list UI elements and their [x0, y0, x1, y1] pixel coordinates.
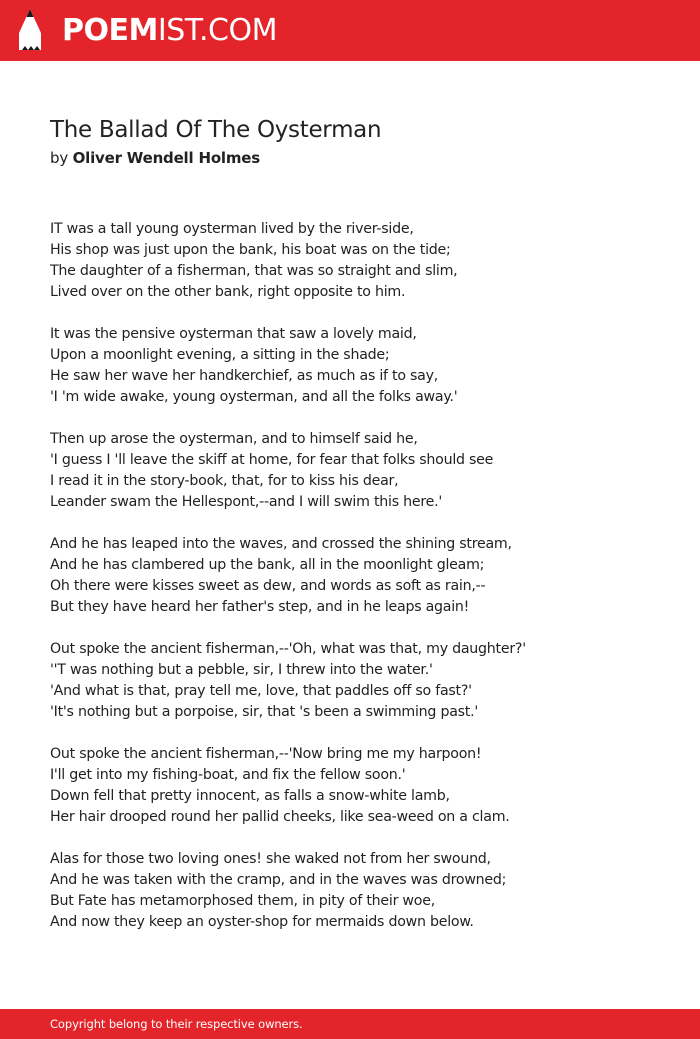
stanza [50, 849, 670, 933]
poem-line: Down fell that pretty innocent, as falls a snow-white lamb, [50, 788, 450, 804]
stanza [50, 219, 670, 303]
stanza [50, 534, 670, 618]
poem-line: Oh there were kisses sweet as dew, and words as soft as rain,-- [50, 578, 486, 594]
poem-line: Lived over on the other bank, right opposite to him. [50, 284, 406, 300]
site-logo[interactable] [62, 13, 277, 49]
poem-byline [50, 149, 260, 167]
logo-text-bold: POEM [62, 13, 158, 48]
poem-line: 'And what is that, pray tell me, love, that paddles off so fast?' [50, 683, 472, 699]
copyright-notice: Copyright belong to their respective owners. [50, 1017, 303, 1031]
poem-line: 'I 'm wide awake, young oysterman, and all the folks away.' [50, 389, 458, 405]
poem-line: Upon a moonlight evening, a sitting in the shade; [50, 347, 390, 363]
poem-line: IT was a tall young oysterman lived by the river-side, [50, 221, 414, 237]
poem-title: The Ballad Of The Oysterman [50, 117, 382, 143]
poem-line: Then up arose the oysterman, and to himself said he, [50, 431, 418, 447]
poem-line: 'I guess I 'll leave the skiff at home, for fear that folks should see [50, 452, 494, 468]
pencil-logo-icon[interactable] [18, 9, 42, 55]
poem-line: The daughter of a fisherman, that was so straight and slim, [50, 263, 458, 279]
stanza [50, 429, 670, 513]
poem-line: 'It's nothing but a porpoise, sir, that 's been a swimming past.' [50, 704, 479, 720]
poem-line: But Fate has metamorphosed them, in pity of their woe, [50, 893, 435, 909]
poem-line: And he has clambered up the bank, all in the moonlight gleam; [50, 557, 485, 573]
poem-line: And he was taken with the cramp, and in the waves was drowned; [50, 872, 507, 888]
poem-line: ''T was nothing but a pebble, sir, I threw into the water.' [50, 662, 433, 678]
stanza [50, 324, 670, 408]
poem-line: Her hair drooped round her pallid cheeks, like sea-weed on a clam. [50, 809, 510, 825]
poem-line: And he has leaped into the waves, and crossed the shining stream, [50, 536, 512, 552]
poem-line: But they have heard her father's step, and in he leaps again! [50, 599, 470, 615]
logo-text-light: IST.COM [157, 13, 277, 48]
poem-line: I read it in the story-book, that, for to kiss his dear, [50, 473, 399, 489]
byline-prefix: by [50, 149, 68, 167]
poem-body [50, 219, 670, 954]
poem-line: Alas for those two loving ones! she waked not from her swound, [50, 851, 491, 867]
poem-line: He saw her wave her handkerchief, as much as if to say, [50, 368, 439, 384]
site-header [0, 0, 700, 61]
stanza [50, 744, 670, 828]
poem-line: His shop was just upon the bank, his boat was on the tide; [50, 242, 451, 258]
site-footer [0, 1009, 700, 1039]
stanza [50, 639, 670, 723]
poem-line: Out spoke the ancient fisherman,--'Oh, what was that, my daughter?' [50, 641, 526, 657]
author-name: Oliver Wendell Holmes [72, 149, 260, 167]
poem-line: It was the pensive oysterman that saw a lovely maid, [50, 326, 417, 342]
poem-line: Out spoke the ancient fisherman,--'Now bring me my harpoon! [50, 746, 482, 762]
poem-line: And now they keep an oyster-shop for mermaids down below. [50, 914, 474, 930]
poem-line: Leander swam the Hellespont,--and I will swim this here.' [50, 494, 442, 510]
poem-line: I'll get into my fishing-boat, and fix the fellow soon.' [50, 767, 406, 783]
